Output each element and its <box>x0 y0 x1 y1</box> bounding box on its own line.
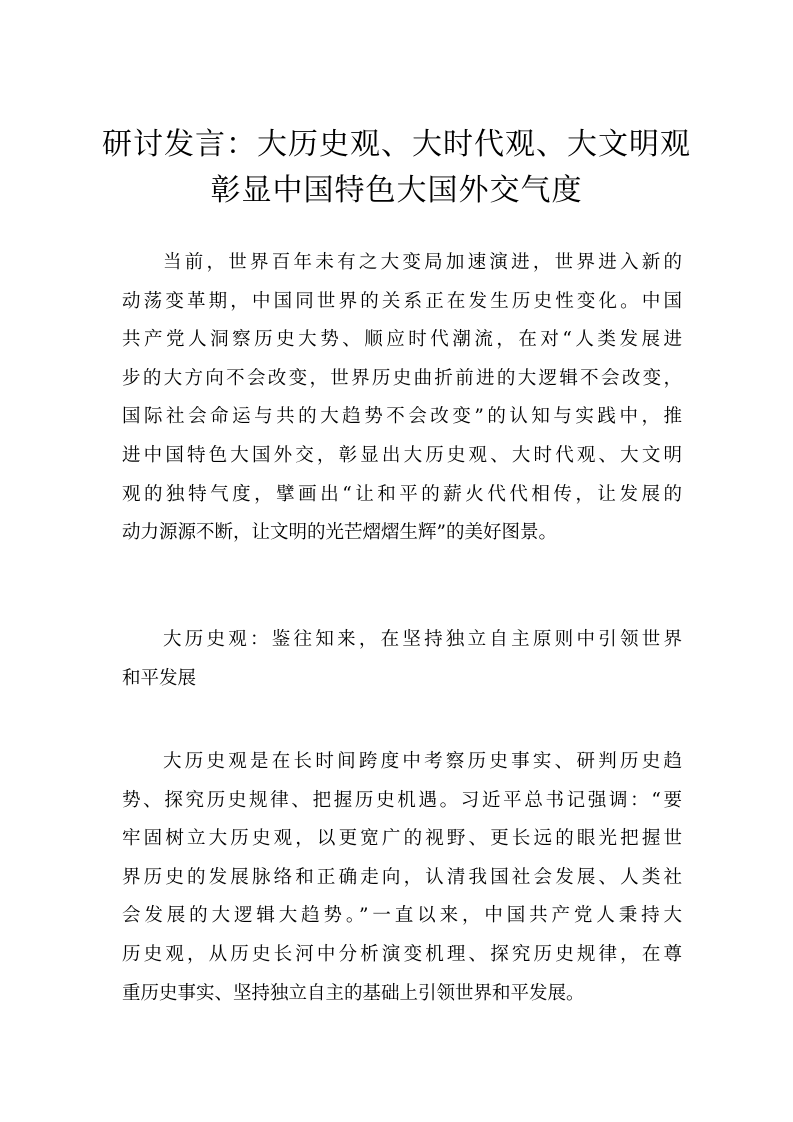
paragraph-line: 界历史的发展脉络和正确走向，认清我国社会发展、人类社 <box>122 866 682 888</box>
paragraph-line: 步的大方向不会改变，世界历史曲折前进的大逻辑不会改变， <box>122 367 682 389</box>
paragraph-line: 会发展的大逻辑大趋势。”一直以来，中国共产党人秉持大 <box>122 905 682 927</box>
paragraph-line: 牢固树立大历史观，以更宽广的视野、更长远的眼光把握世 <box>122 828 682 850</box>
paragraph-line: 国际社会命运与共的大趋势不会改变”的认知与实践中，推 <box>122 406 682 428</box>
paragraph-line: 共产党人洞察历史大势、顺应时代潮流，在对“人类发展进 <box>122 329 682 351</box>
paragraph-line: 大历史观是在长时间跨度中考察历史事实、研判历史趋 <box>163 751 682 772</box>
paragraph-line: 重历史事实、坚持独立自主的基础上引领世界和平发展。 <box>122 982 585 1004</box>
heading-line: 大历史观：鉴往知来，在坚持独立自主原则中引领世界 <box>163 629 682 650</box>
paragraph-line: 动荡变革期，中国同世界的关系正在发生历史性变化。中国 <box>122 290 682 312</box>
section-paragraph <box>122 743 682 1013</box>
document-title-line-1: 研讨发言：大历史观、大时代观、大文明观 <box>102 127 691 162</box>
paragraph-line: 当前，世界百年未有之大变局加速演进，世界进入新的 <box>163 252 682 273</box>
section-heading <box>122 621 682 698</box>
intro-paragraph <box>122 244 682 553</box>
document-title-line-2: 彰显中国特色大国外交气度 <box>210 173 583 208</box>
heading-line: 和平发展 <box>122 667 197 689</box>
paragraph-line: 观的独特气度，擘画出“让和平的薪火代代相传，让发展的 <box>122 483 682 505</box>
paragraph-line: 历史观，从历史长河中分析演变机理、探究历史规律，在尊 <box>122 943 682 965</box>
paragraph-line: 势、探究历史规律、把握历史机遇。习近平总书记强调：“要 <box>122 789 682 811</box>
paragraph-line: 进中国特色大国外交，彰显出大历史观、大时代观、大文明 <box>122 444 682 466</box>
paragraph-line: 动力源源不断，让文明的光芒熠熠生辉”的美好图景。 <box>122 522 557 544</box>
